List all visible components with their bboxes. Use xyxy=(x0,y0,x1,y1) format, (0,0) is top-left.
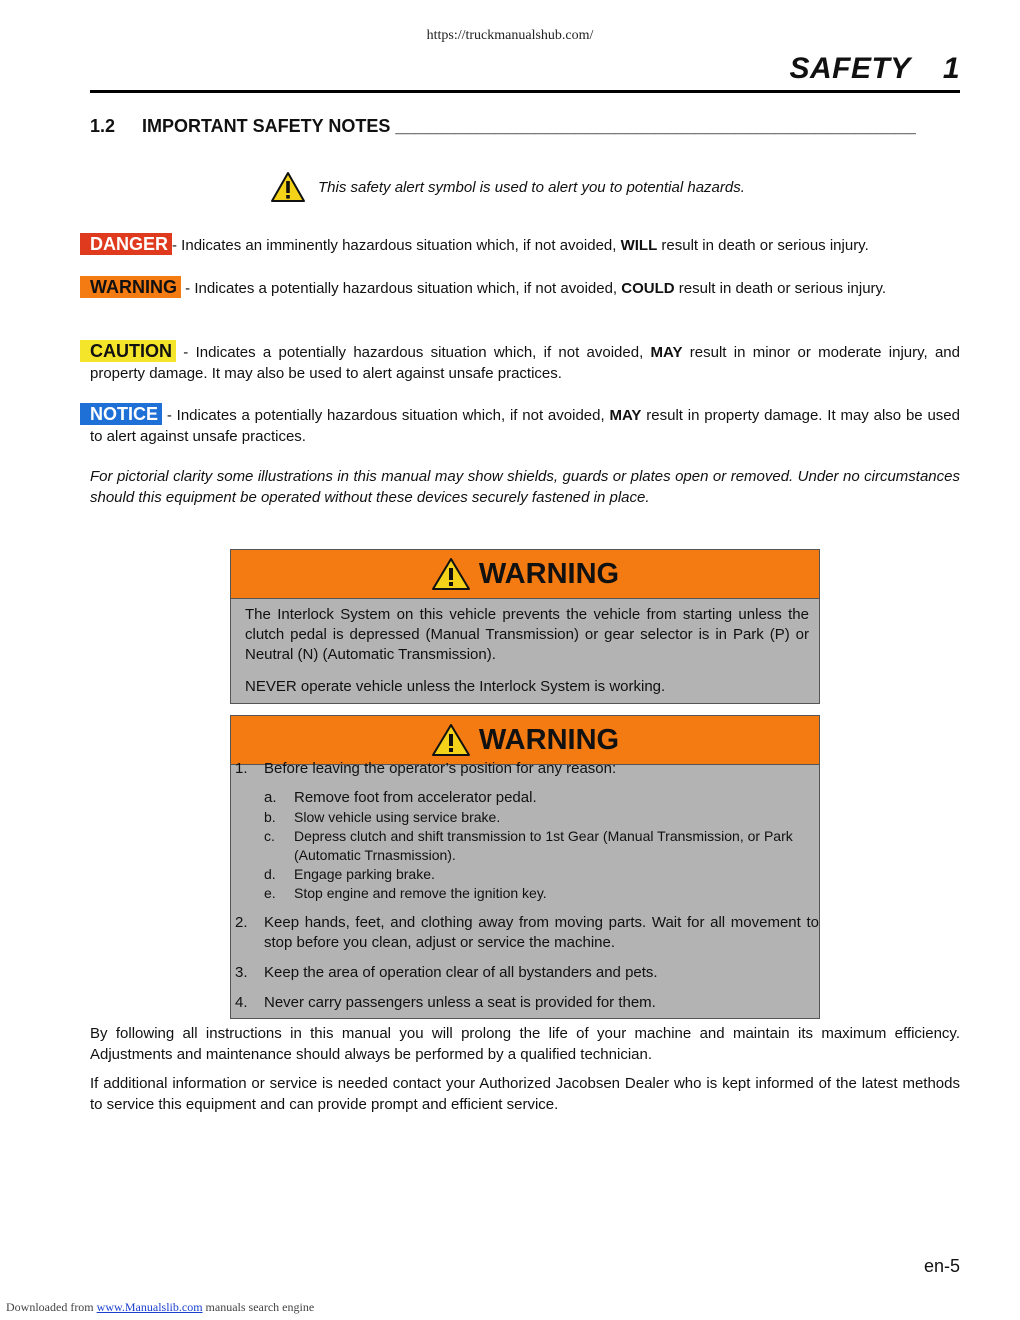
list-item: c. Depress clutch and shift transmission to 1st Gear (Manual Transmission, or Park (Automatic Trnasmission). xyxy=(264,828,793,863)
list-item: 1. Before leaving the operator’s position for any reason: xyxy=(235,760,617,777)
sub-list xyxy=(231,788,819,903)
closing-paragraph-maintenance: By following all instructions in this manual you will prolong the life of your machine and maintain its maximum efficiency. Adjustments and maintenance should always be performed by a qualified technician. xyxy=(90,1025,960,1063)
signal-danger xyxy=(90,233,960,256)
warning-key: COULD xyxy=(621,280,675,297)
list-item: e. Stop engine and remove the ignition key. xyxy=(264,885,547,901)
list-item: d. Engage parking brake. xyxy=(264,866,435,882)
header-rule xyxy=(90,90,960,93)
list-item: 3. Keep the area of operation clear of all bystanders and pets. xyxy=(235,964,658,981)
warning-title: WARNING xyxy=(478,557,620,590)
notice-text-pre: - Indicates a potentially hazardous situation which, if not avoided, xyxy=(162,407,610,424)
interlock-warning-box xyxy=(230,549,820,704)
download-footer: Downloaded from www.Manualslib.com manuals search engine xyxy=(6,1300,315,1314)
warning-text-post: result in death or serious injury. xyxy=(674,280,887,297)
danger-text-post: result in death or serious injury. xyxy=(657,237,869,254)
list-item: 2. Keep hands, feet, and clothing away from moving parts. Wait for all movement to stop before you clean, adjust or service the machine. xyxy=(235,914,819,951)
warning-list xyxy=(231,759,819,1013)
warning-text-pre: - Indicates a potentially hazardous situation which, if not avoided, xyxy=(181,280,622,297)
interlock-never-paragraph: NEVER operate vehicle unless the Interlock System is working. xyxy=(245,678,666,695)
caution-badge: CAUTION xyxy=(80,340,176,362)
signal-notice xyxy=(90,403,960,447)
safety-alert-text: This safety alert symbol is used to alert you to potential hazards. xyxy=(318,178,745,196)
operator-warning-box xyxy=(230,715,820,1019)
list-item: b. Slow vehicle using service brake. xyxy=(264,809,501,825)
chapter-title: SAFETY xyxy=(789,52,911,85)
caution-key: MAY xyxy=(650,344,683,361)
notice-badge: NOTICE xyxy=(80,403,162,425)
danger-badge: DANGER xyxy=(80,233,172,255)
page-number: en-5 xyxy=(923,1256,960,1276)
signal-warning xyxy=(90,276,960,299)
warning-title: WARNING xyxy=(478,723,620,756)
section-number: 1.2 xyxy=(90,116,116,136)
list-item: a. Remove foot from accelerator pedal. xyxy=(264,789,537,806)
notice-key: MAY xyxy=(609,407,642,424)
warning-header xyxy=(231,716,819,765)
section-title: IMPORTANT SAFETY NOTES ____________________________________________________ xyxy=(142,116,916,136)
caution-text-pre: - Indicates a potentially hazardous situation which, if not avoided, xyxy=(176,344,651,361)
chapter-heading xyxy=(789,52,960,86)
warning-body xyxy=(231,599,819,703)
pictorial-clarity-note: For pictorial clarity some illustrations in this manual may show shields, guards or plates open or removed. Under no circumstances should this equipment be operated without these devices securely fastened in place. xyxy=(90,468,960,506)
warning-triangle-icon xyxy=(431,557,471,591)
manualslib-link[interactable]: www.Manualslib.com xyxy=(96,1300,203,1314)
list-item: 4. Never carry passengers unless a seat is provided for them. xyxy=(235,994,656,1011)
safety-alert-legend xyxy=(270,170,745,204)
warning-header xyxy=(231,550,819,599)
danger-key: WILL xyxy=(620,237,658,254)
warning-badge: WARNING xyxy=(80,276,181,298)
danger-text-pre: - Indicates an imminently hazardous situation which, if not avoided, xyxy=(172,237,621,254)
interlock-paragraph: The Interlock System on this vehicle prevents the vehicle from starting unless the clutch pedal is depressed (Manual Transmission) or gear selector is in Park (P) or Neutral (N) (Automatic Transmission). xyxy=(245,606,809,663)
signal-caution xyxy=(90,340,960,384)
warning-triangle-icon xyxy=(431,723,471,757)
caution-text-post: result in minor or moderate injury, and property damage. It may also be used to alert against unsafe practices. xyxy=(90,344,960,382)
notice-text-post: result in property damage. It may also be used to alert against unsafe practices. xyxy=(90,407,960,445)
chapter-number: 1 xyxy=(942,52,960,85)
source-url: https://truckmanualshub.com/ xyxy=(426,28,594,43)
closing-paragraph-dealer: If additional information or service is needed contact your Authorized Jacobsen Dealer who is kept informed of the latest methods to service this equipment and can provide prompt and efficient service. xyxy=(90,1075,960,1113)
safety-alert-icon xyxy=(270,171,306,203)
section-heading xyxy=(90,116,916,137)
